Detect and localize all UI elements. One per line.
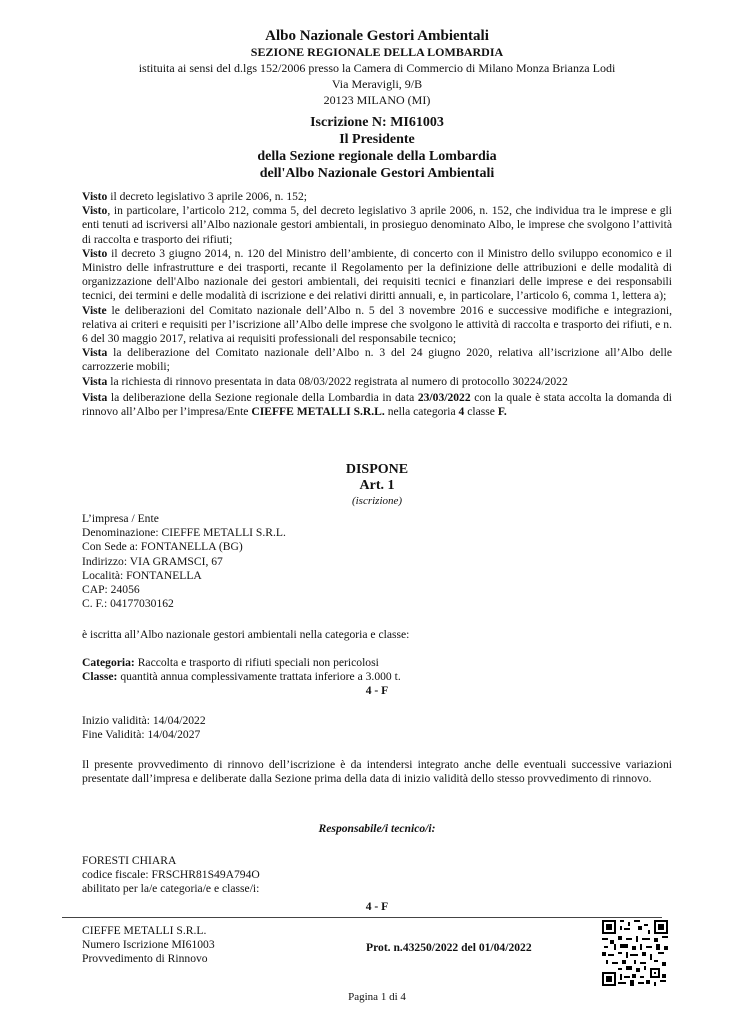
company-name: CIEFFE METALLI S.R.L. bbox=[251, 405, 385, 419]
vista-text: classe bbox=[464, 405, 498, 419]
article-subtitle: (iscrizione) bbox=[351, 495, 403, 507]
visto-paragraph bbox=[82, 190, 672, 204]
vista-text: con la quale è stata accolta la domanda di rinnovo all’Albo per l’impresa/Ente bbox=[82, 390, 672, 419]
footer-company: CIEFFE METALLI S.R.L. bbox=[82, 924, 207, 937]
deliberation-date: 23/03/2022 bbox=[417, 390, 471, 404]
visto-lead: Vista bbox=[82, 390, 108, 404]
article-title: Art. 1 bbox=[359, 478, 395, 493]
address-line-2: 20123 MILANO (MI) bbox=[323, 93, 431, 107]
footer-divider bbox=[62, 917, 662, 918]
document-title bbox=[0, 114, 754, 182]
established-text: istituita ai sensi del d.lgs 152/2006 presso la Camera di Commercio di Milano Monza Brianza Lodi bbox=[138, 61, 616, 75]
protocol-number: Prot. n.43250/2022 del 01/04/2022 bbox=[366, 941, 532, 954]
qr-code-icon bbox=[602, 920, 668, 986]
visto-text: la deliberazione del Comitato nazionale dell’Albo n. 3 del 24 giugno 2020, relativa all’iscrizione all’Albo delle carrozzerie mobili; bbox=[82, 346, 672, 374]
footer-info bbox=[82, 924, 215, 967]
org-name: Albo Nazionale Gestori Ambientali bbox=[265, 28, 489, 44]
responsabile-abilitato: abilitato per la/e categoria/e e classe/i: bbox=[82, 882, 260, 896]
visto-text: la richiesta di rinnovo presentata in data 08/03/2022 registrata al numero di protocollo 30224/2022 bbox=[107, 374, 568, 388]
visto-paragraph bbox=[82, 204, 672, 247]
footer-numero: Numero Iscrizione MI61003 bbox=[82, 938, 215, 952]
vista-deliberazione bbox=[82, 391, 672, 419]
category-block bbox=[82, 656, 672, 699]
responsabile-name: FORESTI CHIARA bbox=[82, 854, 177, 867]
visto-lead: Viste bbox=[82, 303, 107, 317]
cap: CAP: 24056 bbox=[82, 583, 140, 597]
classe-value: quantità annua complessivamente trattata inferiore a 3.000 t. bbox=[117, 670, 401, 684]
visto-paragraph bbox=[82, 375, 672, 389]
visto-paragraph bbox=[82, 304, 672, 347]
sede: Con Sede a: FONTANELLA (BG) bbox=[82, 540, 243, 554]
responsabili-title: Responsabile/i tecnico/i: bbox=[318, 822, 436, 835]
visto-paragraph bbox=[82, 346, 672, 374]
preamble bbox=[82, 190, 672, 419]
dispone-title: DISPONE bbox=[345, 462, 409, 477]
localita: Località: FONTANELLA bbox=[82, 568, 202, 582]
visto-lead: Visto bbox=[82, 246, 108, 260]
denominazione: Denominazione: CIEFFE METALLI S.R.L. bbox=[82, 526, 286, 540]
responsabile-details bbox=[82, 854, 672, 914]
document-header bbox=[0, 28, 754, 108]
footer-provvedimento: Provvedimento di Rinnovo bbox=[82, 952, 208, 966]
categoria-label: Categoria: bbox=[82, 656, 135, 669]
responsabili-title-wrap bbox=[82, 822, 672, 836]
title-line-4: dell'Albo Nazionale Gestori Ambientali bbox=[259, 166, 495, 181]
categoria-value: Raccolta e trasporto di rifiuti speciali non pericolosi bbox=[134, 656, 379, 669]
visto-text: le deliberazioni del Comitato nazionale dell’Albo n. 5 del 3 novembre 2016 e successive modifiche e integrazioni, relativa ai criteri e requisiti per l’iscrizione all’Albo delle imprese che svolgono le attività di raccolta e trasporto dei rifiuti, e n. 6 del 30 maggio 2017, relativa ai requisiti professionali del responsabile tecnico; bbox=[82, 303, 672, 346]
section-name: SEZIONE REGIONALE DELLA LOMBARDIA bbox=[250, 45, 504, 59]
visto-paragraph bbox=[82, 247, 672, 304]
address-line-1: Via Meravigli, 9/B bbox=[331, 77, 423, 91]
class-letter: F. bbox=[497, 405, 507, 419]
iscritta-text: è iscritta all’Albo nazionale gestori ambientali nella categoria e classe: bbox=[82, 628, 410, 641]
fine-validita: Fine Validità: 14/04/2027 bbox=[82, 728, 201, 742]
visto-lead: Vista bbox=[82, 374, 108, 388]
validity-block bbox=[82, 714, 672, 742]
iscrizione-number: Iscrizione N: MI61003 bbox=[310, 115, 444, 130]
category-number: 4 bbox=[458, 405, 465, 419]
visto-text: , in particolare, l’articolo 212, comma 5, del decreto legislativo 3 aprile 2006, n. 152, che individua tra le imprese e gli enti tenuti ad iscriversi all’Albo nazionale gestori ambientali, in prosieguo denominato Albo, le imprese che svolgono l’attività di raccolta e trasporto dei rifiuti; bbox=[82, 204, 672, 246]
visto-lead: Visto bbox=[82, 204, 108, 218]
vista-text: nella categoria bbox=[384, 405, 459, 419]
indirizzo: Indirizzo: VIA GRAMSCI, 67 bbox=[82, 554, 223, 568]
category-class-code: 4 - F bbox=[365, 684, 389, 698]
vista-text: la deliberazione della Sezione regionale della Lombardia in data bbox=[107, 390, 418, 404]
responsabile-cf: codice fiscale: FRSCHR81S49A794O bbox=[82, 868, 260, 882]
visto-lead: Visto bbox=[82, 190, 108, 203]
responsabile-category-class: 4 - F bbox=[365, 899, 389, 913]
visto-lead: Vista bbox=[82, 346, 108, 360]
title-line-3: della Sezione regionale della Lombardia bbox=[257, 149, 497, 164]
rinnovo-note: Il presente provvedimento di rinnovo dell’iscrizione è da intendersi integrato anche delle eventuali successive variazioni presentate dall’impresa e deliberate dalla Sezione prima della data di inizio validità dello stesso provvedimento di rinnovo. bbox=[82, 758, 672, 786]
inizio-validita: Inizio validità: 14/04/2022 bbox=[82, 714, 206, 727]
codice-fiscale: C. F.: 04177030162 bbox=[82, 597, 174, 611]
dispone-heading bbox=[0, 462, 754, 508]
impresa-label: L’impresa / Ente bbox=[82, 512, 159, 525]
visto-text: il decreto legislativo 3 aprile 2006, n. 152; bbox=[107, 190, 307, 203]
page-number: Pagina 1 di 4 bbox=[348, 991, 406, 1003]
visto-text: il decreto 3 giugno 2014, n. 120 del Ministro dell’ambiente, di concerto con il Ministro dello sviluppo economico e il Ministro delle infrastrutture e dei trasporti, recante il Regolamento per la definizione delle attribuzioni e delle modalità di organizzazione dell'Albo nazionale dei gestori ambientali, dei requisiti tecnici e finanziari delle imprese e dei responsabili tecnici, dei termini e delle modalità di iscrizione e dei relativi diritti annuali, e, in particolare, l’articolo 6, comma 1, lettera a); bbox=[82, 246, 672, 303]
classe-line bbox=[82, 670, 672, 684]
classe-label: Classe: bbox=[82, 670, 118, 684]
company-details bbox=[82, 512, 672, 611]
title-line-2: Il Presidente bbox=[339, 132, 415, 147]
categoria-line bbox=[82, 656, 672, 670]
